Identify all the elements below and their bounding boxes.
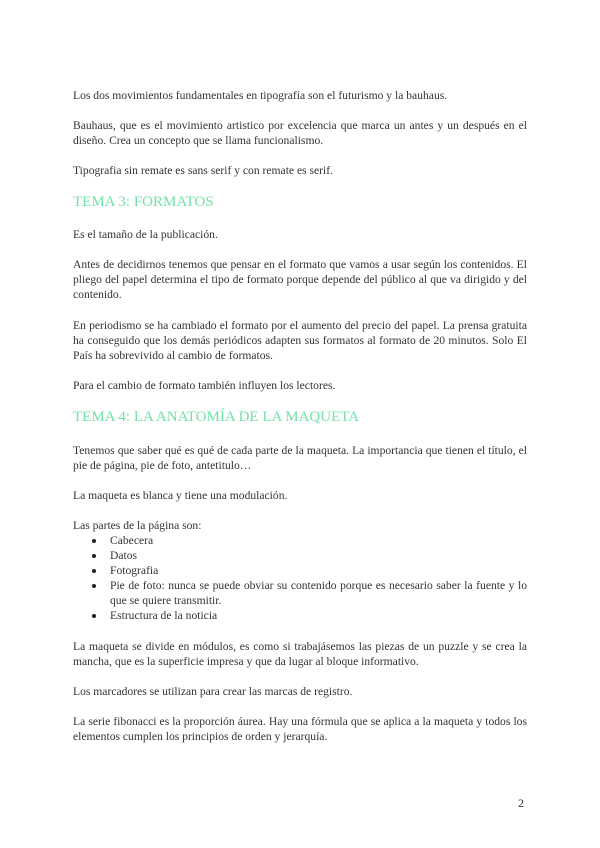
list-item: Datos bbox=[73, 548, 527, 563]
section-heading: TEMA 4: LA ANATOMÍA DE LA MAQUETA bbox=[73, 409, 360, 425]
paragraph: Los dos movimientos fundamentales en tipografía son el futurismo y la bauhaus. bbox=[73, 89, 448, 102]
paragraph: Las partes de la página son: bbox=[73, 519, 202, 532]
list-item: Cabecera bbox=[73, 533, 527, 548]
paragraph: Para el cambio de formato también influyen los lectores. bbox=[73, 379, 336, 392]
paragraph: La serie fibonacci es la proporción áurea. Hay una fórmula que se aplica a la maqueta y todos los elementos cumplen los principios de orden y jerarquía. bbox=[73, 715, 527, 743]
paragraph: Antes de decidirnos tenemos que pensar en el formato que vamos a usar según los contenidos. El pliego del papel determina el tipo de formato porque depende del público al que va dirigido y del contenido. bbox=[73, 258, 527, 301]
paragraph: En periodismo se ha cambiado el formato por el aumento del precio del papel. La prensa gratuita ha conseguido que los demás periódicos adapten sus formatos al formato de 20 minutos. Solo El País ha sobrevivido al cambio de formatos. bbox=[73, 319, 527, 362]
list-item: Pie de foto: nunca se puede obviar su contenido porque es necesario saber la fuente y lo que se quiere transmitir. bbox=[73, 578, 527, 608]
bullet-list bbox=[73, 533, 527, 623]
paragraph: La maqueta es blanca y tiene una modulación. bbox=[73, 489, 288, 502]
paragraph: La maqueta se divide en módulos, es como si trabajásemos las piezas de un puzzle y se crea la mancha, que es la superficie impresa y que da lugar al bloque informativo. bbox=[73, 640, 527, 668]
paragraph: Bauhaus, que es el movimiento artistico por excelencia que marca un antes y un después en el diseño. Crea un concepto que se llama funcionalismo. bbox=[73, 119, 527, 147]
page-number: 2 bbox=[518, 796, 524, 810]
paragraph: Tipografia sin remate es sans serif y con remate es serif. bbox=[73, 164, 334, 177]
paragraph: Es el tamaño de la publicación. bbox=[73, 228, 218, 241]
list-item: Fotografia bbox=[73, 563, 527, 578]
paragraph: Tenemos que saber qué es qué de cada parte de la maqueta. La importancia que tienen el título, el pie de página, pie de foto, antetitulo… bbox=[73, 444, 527, 472]
list-item: Estructura de la noticia bbox=[73, 608, 527, 623]
section-heading: TEMA 3: FORMATOS bbox=[73, 194, 214, 210]
paragraph: Los marcadores se utilizan para crear las marcas de registro. bbox=[73, 685, 353, 698]
